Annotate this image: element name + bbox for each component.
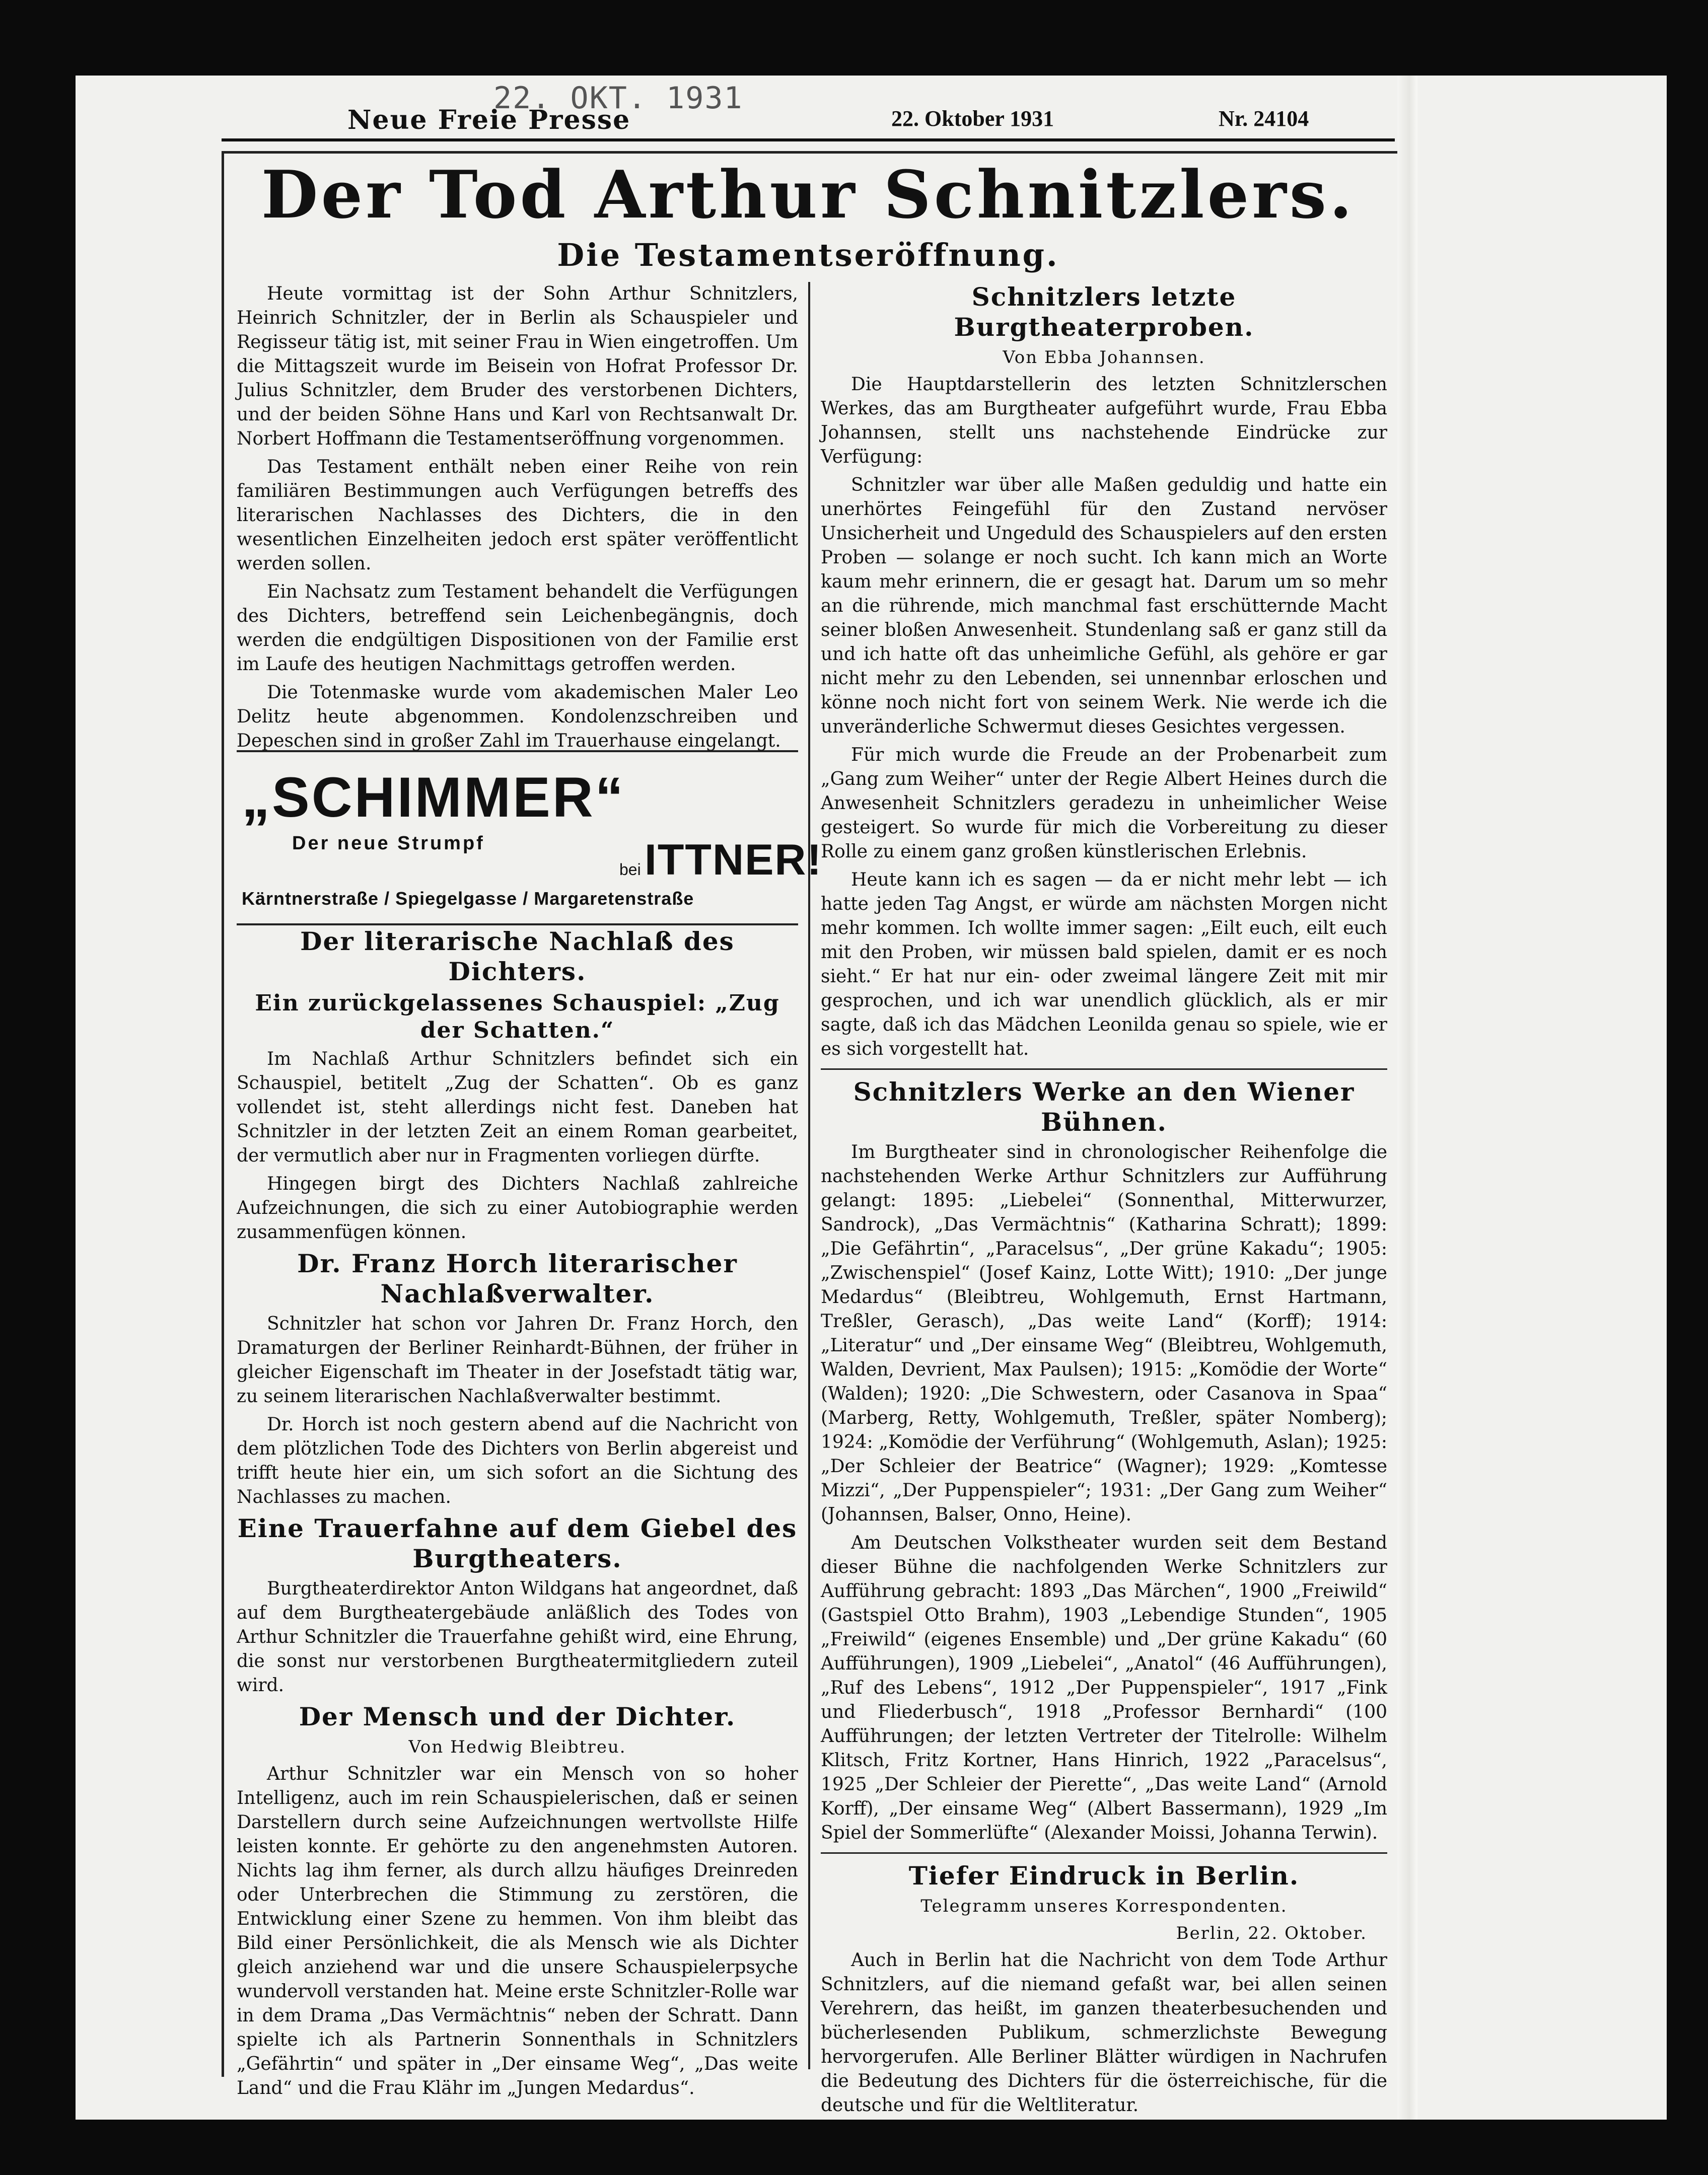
berlin-subheading: Telegramm unseres Korrespondenten. (920, 1896, 1288, 1916)
proben-byline: Von Ebba Johannsen. (1003, 347, 1205, 368)
page-headline: Der Tod Arthur Schnitzlers. (261, 156, 1356, 233)
section-divider (821, 1852, 1387, 1854)
article-paragraph: Hingegen birgt des Dichters Nachlaß zahlreiche Aufzeichnungen, die sich zu einer Autobiographie werden zusammenfügen können. (237, 1174, 798, 1243)
article-paragraph: Das Testament enthält neben einer Reihe von rein familiären Bestimmungen auch Verfügungen betreffs des literarischen Nachlasses des Dichters, die in den wesentlichen Einzelheiten jedoch erst später veröffentlicht werden sollen. (237, 457, 798, 574)
section-divider (821, 1068, 1387, 1070)
nachlass-heading: Der literarische Nachlaß des Dichters. (300, 926, 735, 986)
article-paragraph: Für mich wurde die Freude an der Probenarbeit zum „Gang zum Weiher“ unter der Regie Albert Heines durch die Anwesenheit Schnitzlers geradezu in unheimlicher Weise gesteigert. So wurde für mich die Vorbereitung zu dieser Rolle zu einem ganz großen künstlerischen Erlebnis. (821, 745, 1387, 862)
article-paragraph: Heute vormittag ist der Sohn Arthur Schnitzlers, Heinrich Schnitzler, der in Berlin als Schauspieler und Regisseur tätig ist, mit seiner Frau in Wien eingetroffen. Um die Mittagszeit wurde im Beisein von Hofrat Professor Dr. Julius Schnitzler, dem Bruder des verstorbenen Dichters, und der beiden Söhne Hans und Karl von Rechtsanwalt Dr. Norbert Hoffmann die Testamentseröffnung vorgenommen. (237, 283, 798, 449)
article-paragraph: Dr. Horch ist noch gestern abend auf die Nachricht von dem plötzlichen Tode des Dichters von Berlin abgereist und trifft heute hier ein, um sich sofort an die Sichtung des Nachlasses zu machen. (237, 1414, 798, 1507)
issue-date: 22. Oktober 1931 (891, 106, 1054, 131)
article-paragraph: Am Deutschen Volkstheater wurden seit dem Bestand dieser Bühne die nachfolgenden Werke Schnitzlers zur Aufführung gebracht: 1893 „Das Märchen“, 1900 „Freiwild“ (Gastspiel Otto Brahm), 1903 „Lebendige Stunden“, 1905 „Freiwild“ (eigenes Ensemble) und „Der grüne Kakadu“ (60 Aufführungen), 1909 „Liebelei“, „Anatol“ (46 Aufführungen), „Ruf des Lebens“, 1912 „Der Puppenspieler“, 1917 „Fink und Fliederbusch“, 1918 „Professor Bernhardi“ (100 Aufführungen; der letzten Vertreter der Titelrolle: Wilhelm Klitsch, Fritz Kortner, Hans Hinrich, 1922 „Paracelsus“, 1925 „Der Schleier der Pierette“, „Das weite Land“ (Arnold Korff), „Der einsame Weg“ (Albert Bassermann), 1929 „Im Spiel der Sommerlüfte“ (Alexander Moissi, Johanna Terwin). (821, 1533, 1387, 1843)
right-column (821, 282, 1387, 2122)
article-paragraph: Im Nachlaß Arthur Schnitzlers befindet sich ein Schauspiel, betitelt „Zug der Schatten“. Ob es ganz vollendet ist, steht allerdings nicht fest. Daneben hat Schnitzler in der letzten Zeit an einem Roman gearbeitet, der vermutlich aber nur in Fragmenten vorliegen dürfte. (237, 1049, 798, 1166)
paper-fold (1397, 76, 1417, 2120)
article-paragraph: Die Hauptdarstellerin des letzten Schnitzlerschen Werkes, das am Burgtheater aufgeführt wurde, Frau Ebba Johannsen, stellt uns nachstehende Eindrücke zur Verfügung: (821, 374, 1387, 467)
testament-article (237, 282, 798, 757)
article-paragraph: Auch in Berlin hat die Nachricht von dem Tode Arthur Schnitzlers, auf die niemand gefaßt war, bei allen seinen Verehrern, das heißt, im ganzen theaterbesuchenden und bücherlesenden Publikum, schmerzlichste Bewegung hervorgerufen. Alle Berliner Blätter würdigen in Nachrufen die Bedeutung des Dichters für die österreichische, für die deutsche und für die Weltliteratur. (821, 1950, 1387, 2116)
ad-tagline: Der neue Strumpf (292, 833, 485, 854)
archive-date-stamp: 22. OKT. 1931 (493, 81, 743, 116)
ad-bei: bei (619, 860, 641, 879)
nachlass-subheading: Ein zurückgelassenes Schauspiel: „Zug der Schatten.“ (255, 990, 780, 1043)
article-paragraph: Heute kann ich es sagen — da er nicht mehr lebt — ich hatte jeden Tag Angst, er würde am nächsten Morgen nicht mehr kommen. Ich wollte immer sagen: „Eilt euch, eilt euch mit den Proben, wir müssen bald spielen, damit er es noch sieht.“ Er hat nur ein- oder zweimal längere Zeit mit mir gesprochen, und ich war unendlich glücklich, als er mir sagte, daß ich das Mädchen Leonilda genau so spiele, wie er es sich vorgestellt hat. (821, 869, 1387, 1059)
berlin-heading: Tiefer Eindruck in Berlin. (908, 1861, 1300, 1891)
ad-brand: „SCHIMMER“ (242, 766, 625, 829)
ad-store-name: ITTNER! (645, 836, 823, 884)
stocking-advertisement (237, 750, 823, 925)
trauerfahne-heading: Eine Trauerfahne auf dem Giebel des Burgtheaters. (237, 1513, 798, 1573)
article-paragraph: Ein Nachsatz zum Testament behandelt die Verfügungen des Dichters, betreffend sein Leichenbegängnis, doch werden die endgültigen Dispositionen von der Familie erst im Laufe des heutigen Nachmittags getroffen werden. (237, 582, 798, 675)
left-column-lower (237, 926, 798, 2105)
masthead (222, 81, 1395, 141)
page-subheadline: Die Testamentseröffnung. (557, 237, 1059, 273)
article-paragraph: Schnitzler hat schon vor Jahren Dr. Franz Horch, den Dramaturgen der Berliner Reinhardt-Bühnen, der früher in gleicher Eigenschaft im Theater in der Josefstadt tätig war, zu seinem literarischen Nachlaßverwalter bestimmt. (237, 1314, 798, 1407)
article-paragraph: Arthur Schnitzler war ein Mensch von so hoher Intelligenz, auch im rein Schauspielerischen, daß er seinen Darstellern durch seine Aufzeichnungen wertvollste Hilfe leisten konnte. Er gehörte zu den angenehmsten Autoren. Nichts lag ihm ferner, als durch allzu häufiges Dreinreden oder Unterbrechen die Stimmung zu zerstören, die Entwicklung einer Szene zu hemmen. Von ihm bleibt das Bild einer Persönlichkeit, die als Mensch wie als Dichter gleich anziehend war und die unsere Schauspielerpsyche wundervoll verstanden hat. Meine erste Schnitzler-Rolle war in dem Drama „Das Vermächtnis“ neben der Schratt. Dann spielte ich als Partnerin Sonnenthals in Schnitzlers „Gefährtin“ und später in „Der einsame Weg“, „Das weite Land“ und die Frau Klähr im „Jungen Medardus“. (237, 1764, 798, 2098)
article-paragraph: Im Burgtheater sind in chronologischer Reihenfolge die nachstehenden Werke Arthur Schnitzlers zur Aufführung gelangt: 1895: „Liebelei“ (Sonnenthal, Mitterwurzer, Sandrock), „Das Vermächtnis“ (Katharina Schratt); 1899: „Die Gefährtin“, „Paracelsus“, „Der grüne Kakadu“; 1905: „Zwischenspiel“ (Josef Kainz, Lotte Witt); 1910: „Der junge Medardus“ (Bleibtreu, Wohlgemuth, Ernst Hartmann, Treßler, Gerasch), „Das weite Land“ (Korff); 1914: „Literatur“ und „Der einsame Weg“ (Bleibtreu, Wohlgemuth, Walden, Devrient, Max Paulsen); 1915: „Komödie der Worte“ (Walden); 1920: „Die Schwestern, oder Casanova in Spaa“ (Marberg, Retty, Wohlgemuth, Treßler, später Nomberg); 1924: „Komödie der Verführung“ (Wohlgemuth, Aslan); 1925: „Der Schleier der Beatrice“ (Wagner); 1929: „Komtesse Mizzi“, „Der Puppenspieler“; 1931: „Der Gang zum Weiher“ (Johannsen, Balser, Onno, Heine). (821, 1142, 1387, 1525)
berlin-dateline: Berlin, 22. Oktober. (1176, 1923, 1367, 1943)
newspaper-name: Neue Freie Presse (347, 105, 631, 135)
article-paragraph: Schnitzler war über alle Maßen geduldig und hatte ein unerhörtes Feingefühl für den Zustand nervöser Unsicherheit und Ungeduld des Schauspielers auf den ersten Proben — solange er noch sucht. Ich kann mich an Worte kaum mehr erinnern, die er gesagt hat. Darum um so mehr an die rührende, mich manchmal fast erschütternde Macht seiner bloßen Anwesenheit. Stundenlang saß er ganz still da und ich hatte oft das unheimliche Gefühl, als gehöre er gar nicht mehr zu den Lebenden, sei unnennbar erloschen und könne noch nicht fort von seinem Werk. Nie werde ich die unveränderliche Schwermut dieses Gesichtes vergessen. (821, 475, 1387, 737)
horch-heading: Dr. Franz Horch literarischer Nachlaßverwalter. (297, 1249, 738, 1309)
issue-number: Nr. 24104 (1219, 106, 1309, 131)
article-paragraph: Burgtheaterdirektor Anton Wildgans hat angeordnet, daß auf dem Burgtheatergebäude anläßlich des Todes von Arthur Schnitzler die Trauerfahne gehißt wird, eine Ehrung, die sonst nur verstorbenen Burgtheatermitgliedern zuteil wird. (237, 1578, 798, 1696)
mensch-heading: Der Mensch und der Dichter. (299, 1702, 736, 1731)
werke-heading: Schnitzlers Werke an den Wiener Bühnen. (853, 1077, 1355, 1137)
proben-heading: Schnitzlers letzte Burgtheaterproben. (954, 282, 1254, 342)
article-paragraph: Die Totenmaske wurde vom akademischen Maler Leo Delitz heute abgenommen. Kondolenzschreiben und Depeschen sind in großer Zahl im Trauerhause eingelangt. (237, 682, 798, 751)
ad-store-addresses: Kärntnerstraße / Spiegelgasse / Margaretenstraße (242, 888, 694, 909)
column-divider (808, 282, 810, 2069)
mensch-byline: Von Hedwig Bleibtreu. (408, 1737, 626, 1757)
